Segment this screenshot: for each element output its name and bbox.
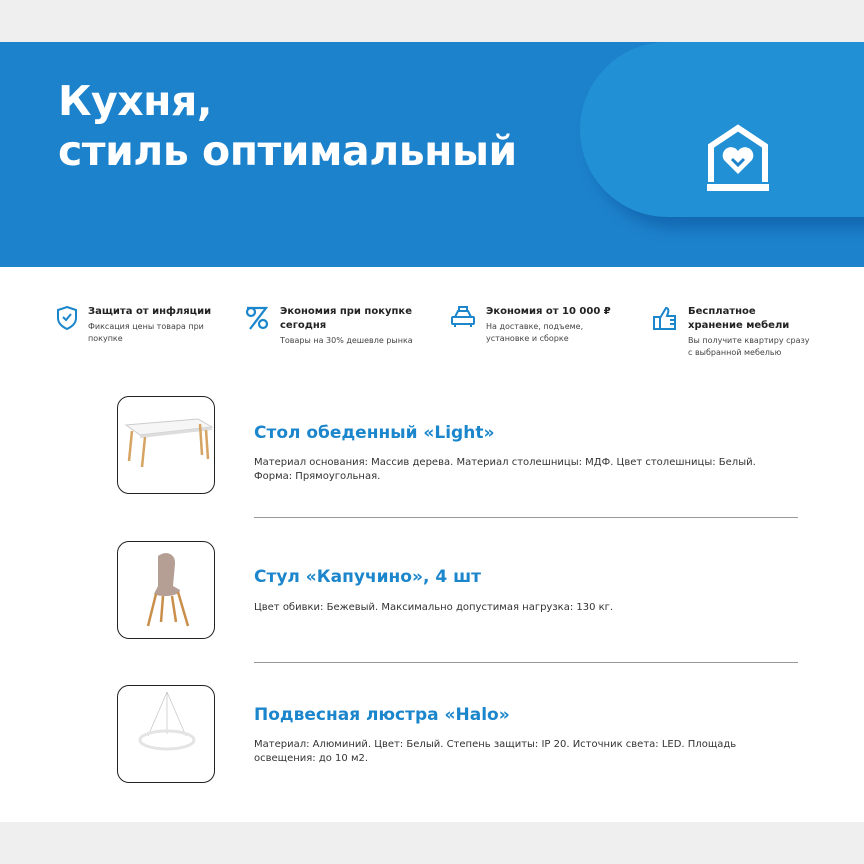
product-image-chair <box>117 541 215 639</box>
product-image-chandelier <box>117 685 215 783</box>
feature-title: Экономия при покупке сегодня <box>280 306 412 331</box>
product-description: Материал: Алюминий. Цвет: Белый. Степень защиты: IP 20. Источник света: LED. Площадь освещения: до 10 м2. <box>254 739 737 764</box>
product-name: Стол обеденный «Light» <box>254 423 495 443</box>
feature-savings <box>244 305 420 347</box>
divider <box>254 517 798 518</box>
thumbs-up-icon <box>652 305 678 331</box>
feature-subtitle: На доставке, подъеме, установке и сборке <box>486 322 584 343</box>
feature-title: Бесплатное хранение мебели <box>688 306 790 331</box>
feature-subtitle: Вы получите квартиру сразу с выбранной мебелью <box>688 336 810 357</box>
house-heart-icon <box>706 124 770 194</box>
page-title <box>58 76 517 176</box>
product-name: Подвесная люстра «Halo» <box>254 705 510 725</box>
feature-inflation <box>56 305 218 345</box>
feature-title: Экономия от 10 000 ₽ <box>486 306 611 317</box>
header-banner <box>0 42 864 267</box>
car-icon <box>450 305 476 329</box>
feature-title: Защита от инфляции <box>88 306 212 317</box>
feature-subtitle: Товары на 30% дешевле рынка <box>280 336 413 345</box>
product-image-table <box>117 396 215 494</box>
product-description: Материал основания: Массив дерева. Материал столешницы: МДФ. Цвет столешницы: Белый. Форма: Прямоугольная. <box>254 457 756 482</box>
product-name: Стул «Капучино», 4 шт <box>254 567 481 587</box>
title-line-1: Кухня, <box>58 77 212 125</box>
divider <box>254 662 798 663</box>
content <box>0 267 864 822</box>
percent-icon <box>244 305 270 331</box>
shield-check-icon <box>56 305 78 331</box>
title-line-2: стиль оптимальный <box>58 127 517 175</box>
feature-delivery <box>450 305 616 345</box>
feature-subtitle: Фиксация цены товара при покупке <box>88 322 204 343</box>
product-description: Цвет обивки: Бежевый. Максимально допустимая нагрузка: 130 кг. <box>254 602 614 613</box>
feature-storage <box>652 305 810 359</box>
